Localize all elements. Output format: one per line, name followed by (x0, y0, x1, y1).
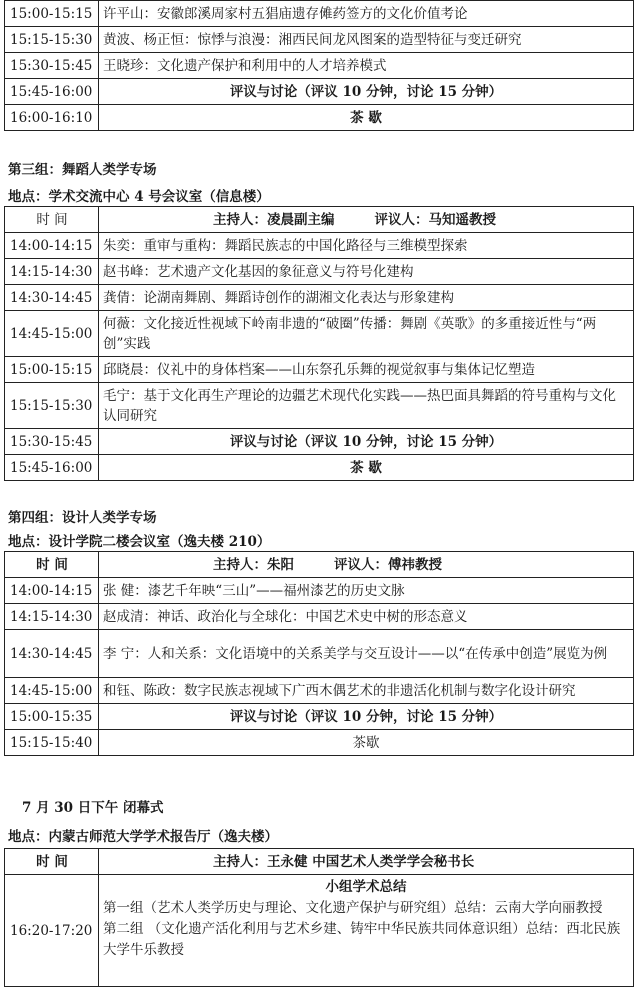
group2-schedule-table (4, 0, 634, 131)
table-row (5, 259, 634, 285)
talk-cell: 王晓珍：文化遗产保护和利用中的人才培养模式 (99, 53, 634, 79)
group3-title: 第三组：舞蹈人类学专场 (8, 162, 157, 178)
time-cell: 15:45-16:00 (5, 455, 99, 481)
summary-cell (99, 875, 634, 987)
time-cell: 15:30-15:45 (5, 53, 99, 79)
talk-cell: 何薇：文化接近性视域下岭南非遗的“破圈”传播：舞剧《英歌》的多重接近性与“两创”实践 (99, 311, 634, 357)
time-cell: 14:15-14:30 (5, 604, 99, 630)
host-name: 主持人：朱阳 (213, 556, 294, 573)
table-row (5, 311, 634, 357)
table-row (5, 1, 634, 27)
summary-title: 小组学术总结 (325, 879, 407, 895)
group3-location: 地点：学术交流中心 4 号会议室（信息楼） (8, 189, 270, 205)
time-cell: 14:45-15:00 (5, 678, 99, 704)
discussion-cell: 评议与讨论（评议 10 分钟，讨论 15 分钟） (99, 79, 634, 105)
summary-group1: 第一组（艺术人类学历史与理论、文化遗产保护与研究组）总结：云南大学向丽教授 (103, 900, 603, 916)
talk-cell: 李 宁：人和关系：文化语境中的关系美学与交互设计——以“在传承中创造”展览为例 (99, 630, 634, 678)
discussion-cell: 评议与讨论（评议 10 分钟，讨论 15 分钟） (99, 704, 634, 730)
time-cell: 14:15-14:30 (5, 259, 99, 285)
tea-break-cell: 茶歇 (99, 730, 634, 756)
table-row (5, 357, 634, 383)
table-row (5, 79, 634, 105)
time-cell: 15:00-15:35 (5, 704, 99, 730)
table-row (5, 455, 634, 481)
reviewer-name: 评议人：傅祎教授 (334, 556, 442, 573)
table-row (5, 875, 634, 987)
time-cell: 14:30-14:45 (5, 630, 99, 678)
time-header: 时 间 (5, 552, 99, 578)
group4-location: 地点：设计学院二楼会议室（逸夫楼 210） (8, 534, 271, 550)
closing-title: 7 月 30 日下午 闭幕式 (22, 800, 164, 816)
time-cell: 15:15-15:30 (5, 27, 99, 53)
table-header-row (5, 849, 634, 875)
time-cell: 14:30-14:45 (5, 285, 99, 311)
host-reviewer-header (99, 552, 634, 578)
table-row (5, 604, 634, 630)
host-name: 主持人：王永健 中国艺术人类学学会秘书长 (213, 853, 475, 870)
table-row (5, 578, 634, 604)
table-row (5, 27, 634, 53)
time-cell: 14:45-15:00 (5, 311, 99, 357)
group3-schedule-table (4, 206, 634, 481)
group4-title: 第四组：设计人类学专场 (8, 510, 157, 526)
table-row (5, 233, 634, 259)
talk-cell: 龚倩：论湖南舞剧、舞蹈诗创作的湖湘文化表达与形象建构 (99, 285, 634, 311)
table-header-row (5, 552, 634, 578)
host-header (99, 849, 634, 875)
time-cell: 15:00-15:15 (5, 1, 99, 27)
talk-cell: 黄波、杨正恒：惊悸与浪漫：湘西民间龙风图案的造型特征与变迁研究 (99, 27, 634, 53)
table-row (5, 383, 634, 429)
table-header-row (5, 207, 634, 233)
talk-cell: 许平山：安徽郎溪周家村五猖庙遗存傩药签方的文化价值考论 (99, 1, 634, 27)
discussion-cell: 评议与讨论（评议 10 分钟，讨论 15 分钟） (99, 429, 634, 455)
time-cell: 15:30-15:45 (5, 429, 99, 455)
time-cell: 15:15-15:40 (5, 730, 99, 756)
table-row (5, 429, 634, 455)
talk-cell: 赵成清：神话、政治化与全球化：中国艺术史中树的形态意义 (99, 604, 634, 630)
talk-cell: 毛宁：基于文化再生产理论的边疆艺术现代化实践——热巴面具舞蹈的符号重构与文化认同研究 (99, 383, 634, 429)
table-row (5, 704, 634, 730)
time-cell: 15:15-15:30 (5, 383, 99, 429)
talk-cell: 朱奕：重审与重构：舞蹈民族志的中国化路径与三维模型探索 (99, 233, 634, 259)
closing-location: 地点：内蒙古师范大学学术报告厅（逸夫楼） (8, 829, 278, 845)
talk-cell: 邱晓晨：仪礼中的身体档案——山东祭孔乐舞的视觉叙事与集体记忆塑造 (99, 357, 634, 383)
time-cell: 14:00-14:15 (5, 578, 99, 604)
talk-cell: 张 健：漆艺千年映“三山”——福州漆艺的历史文脉 (99, 578, 634, 604)
time-cell: 16:00-16:10 (5, 105, 99, 131)
time-cell: 15:00-15:15 (5, 357, 99, 383)
time-header: 时 间 (5, 849, 99, 875)
time-header: 时 间 (5, 207, 99, 233)
time-cell: 15:45-16:00 (5, 79, 99, 105)
time-cell: 14:00-14:15 (5, 233, 99, 259)
reviewer-name: 评议人：马知遥教授 (374, 211, 496, 228)
tea-break-cell: 茶 歇 (99, 105, 634, 131)
talk-cell: 赵书峰：艺术遗产文化基因的象征意义与符号化建构 (99, 259, 634, 285)
tea-break-cell: 茶 歇 (99, 455, 634, 481)
host-name: 主持人：凌晨副主编 (213, 211, 335, 228)
closing-schedule-table (4, 848, 634, 987)
table-row (5, 53, 634, 79)
talk-cell: 和钰、陈政：数字民族志视域下广西木偶艺术的非遗活化机制与数字化设计研究 (99, 678, 634, 704)
table-row (5, 730, 634, 756)
time-cell: 16:20-17:20 (5, 875, 99, 987)
table-row (5, 105, 634, 131)
group4-schedule-table (4, 551, 634, 756)
host-reviewer-header (99, 207, 634, 233)
summary-group2: 第二组 （文化遗产活化利用与艺术乡建、铸牢中华民族共同体意识组）总结：西北民族大学牛乐教授 (103, 921, 621, 958)
table-row (5, 678, 634, 704)
table-row (5, 630, 634, 678)
table-row (5, 285, 634, 311)
